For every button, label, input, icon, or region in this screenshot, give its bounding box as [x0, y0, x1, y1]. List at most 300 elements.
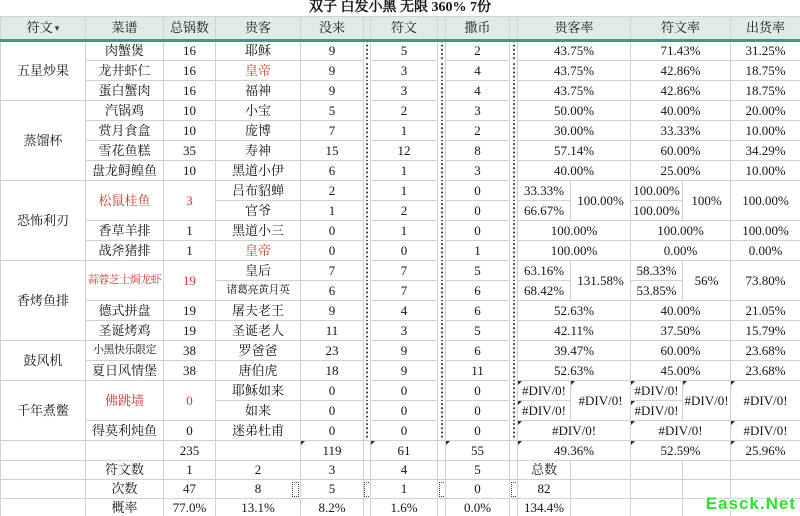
ship-rate[interactable]: 23.68%	[731, 361, 800, 381]
guest[interactable]: 寿神	[216, 141, 301, 161]
guest[interactable]: 小宝	[216, 101, 301, 121]
ants-strip	[510, 421, 518, 441]
guest-rate[interactable]: 50.00%	[518, 101, 631, 121]
table-row	[1, 141, 800, 161]
table-row	[1, 181, 800, 201]
pot-count[interactable]: 19	[164, 301, 216, 321]
rune-rate[interactable]: 100.00%	[631, 221, 731, 241]
ants-strip	[510, 161, 518, 181]
guest-rate[interactable]: 39.47%	[518, 341, 631, 361]
rune-group[interactable]: 蒸馏杯	[1, 101, 86, 181]
table-row	[1, 101, 800, 121]
guest-rate[interactable]: 42.11%	[518, 321, 631, 341]
guest-rate[interactable]: 63.16%	[518, 261, 571, 281]
ants-strip	[510, 181, 518, 201]
cell[interactable]	[438, 441, 446, 461]
dish[interactable]: 松鼠桂鱼	[86, 181, 164, 221]
guest-rate[interactable]: 33.33%	[518, 181, 571, 201]
ship-rate[interactable]: 10.00%	[731, 121, 800, 141]
pot-count[interactable]: 19	[164, 261, 216, 301]
ship-rate[interactable]: 100.00%	[731, 181, 800, 221]
count-value[interactable]: 0	[446, 480, 510, 499]
table-row	[1, 461, 800, 480]
rune-rate[interactable]: 42.86%	[631, 81, 731, 101]
coin-count[interactable]: 0	[446, 381, 510, 401]
rune-rate[interactable]: 58.33%	[631, 261, 683, 281]
column-header-strip2	[438, 17, 446, 41]
summary-label[interactable]: 次数	[86, 480, 164, 499]
ants-strip	[364, 161, 371, 181]
no-show-count[interactable]: 0	[301, 221, 364, 241]
ants-box	[438, 480, 446, 499]
guest-rate[interactable]: #DIV/0!	[518, 381, 571, 401]
rune-count[interactable]: 4	[371, 301, 438, 321]
filter-dropdown-icon[interactable]: ▾	[54, 23, 60, 34]
rune-group[interactable]: 鼓风机	[1, 341, 86, 381]
guest-rate[interactable]: 66.67%	[518, 201, 571, 221]
cell[interactable]	[364, 461, 371, 480]
guest[interactable]: 罗爸爸	[216, 341, 301, 361]
ants-strip	[438, 221, 446, 241]
guest[interactable]: 耶稣	[216, 41, 301, 61]
guest-rate[interactable]: 40.00%	[518, 161, 631, 181]
no-show-count[interactable]: 0	[301, 381, 364, 401]
guest-rate-total[interactable]: #DIV/0!	[571, 381, 631, 421]
rune-count[interactable]: 9	[371, 361, 438, 381]
coin-count[interactable]: 2	[446, 41, 510, 61]
pot-count[interactable]: 19	[164, 321, 216, 341]
no-show-count[interactable]: 1	[301, 201, 364, 221]
guest[interactable]: 皇帝	[216, 241, 301, 261]
ants-strip	[510, 81, 518, 101]
guest[interactable]: 福神	[216, 81, 301, 101]
rune-bucket[interactable]: 3	[301, 461, 364, 480]
rune-rate[interactable]: 53.85%	[631, 281, 683, 301]
guest[interactable]: 皇帝	[216, 61, 301, 81]
ants-strip	[510, 301, 518, 321]
coin-count[interactable]: 6	[446, 341, 510, 361]
no-show-count[interactable]: 9	[301, 301, 364, 321]
table-row	[1, 161, 800, 181]
ants-strip	[364, 241, 371, 261]
coin-count[interactable]: 0	[446, 421, 510, 441]
prob-value[interactable]: 0.0%	[446, 499, 510, 516]
ants-strip	[438, 241, 446, 261]
summary-label[interactable]: 概率	[86, 499, 164, 516]
pot-count[interactable]: 10	[164, 121, 216, 141]
ship-rate[interactable]: 21.05%	[731, 301, 800, 321]
column-header-rune-rate[interactable]: 符文率	[631, 17, 731, 41]
pot-count-total[interactable]: 235	[164, 441, 216, 461]
cell[interactable]	[438, 461, 446, 480]
no-show-count[interactable]: 9	[301, 81, 364, 101]
column-header-rune[interactable]	[1, 17, 86, 41]
guest-rate[interactable]: 43.75%	[518, 41, 631, 61]
pot-count[interactable]: 0	[164, 381, 216, 421]
coin-count[interactable]: 3	[446, 161, 510, 181]
rune-group[interactable]: 千年煮鳖	[1, 381, 86, 441]
ants-strip	[510, 141, 518, 161]
rune-rate[interactable]: 71.43%	[631, 41, 731, 61]
table-row	[1, 361, 800, 381]
column-header-guest-rate[interactable]: 贵客率	[518, 17, 631, 41]
pot-count[interactable]: 1	[164, 221, 216, 241]
ants-strip	[510, 121, 518, 141]
ship-rate[interactable]: 73.80%	[731, 261, 800, 301]
guest[interactable]: 吕布貂蝉	[216, 181, 301, 201]
ship-rate[interactable]: 10.00%	[731, 161, 800, 181]
ants-strip	[510, 41, 518, 61]
cell[interactable]	[571, 461, 631, 480]
cell[interactable]	[1, 461, 86, 480]
pot-count[interactable]: 16	[164, 41, 216, 61]
guest[interactable]: 黑道小三	[216, 221, 301, 241]
ship-rate-total[interactable]: 25.96%	[731, 441, 800, 461]
count-total[interactable]: 82	[518, 480, 571, 499]
pot-count[interactable]: 38	[164, 341, 216, 361]
rune-count[interactable]: 2	[371, 201, 438, 221]
guest[interactable]: 黑道小伊	[216, 161, 301, 181]
guest-rate[interactable]: 43.75%	[518, 81, 631, 101]
ship-rate[interactable]: 31.25%	[731, 41, 800, 61]
pot-count[interactable]: 35	[164, 141, 216, 161]
rune-rate-total[interactable]: 56%	[683, 261, 731, 301]
prob-value[interactable]: 1.6%	[371, 499, 438, 516]
guest[interactable]: 庞博	[216, 121, 301, 141]
ship-rate[interactable]: 34.29%	[731, 141, 800, 161]
coin-count[interactable]: 3	[446, 101, 510, 121]
dish[interactable]: 夏日风情堡	[86, 361, 164, 381]
ants-strip	[438, 161, 446, 181]
coin-count[interactable]: 6	[446, 301, 510, 321]
guest[interactable]: 唐伯虎	[216, 361, 301, 381]
rune-count[interactable]: 7	[371, 261, 438, 281]
ants-strip	[364, 401, 371, 421]
summary-label[interactable]: 符文数	[86, 461, 164, 480]
rune-count[interactable]: 0	[371, 241, 438, 261]
prob-value[interactable]: 13.1%	[216, 499, 301, 516]
prob-total[interactable]: 134.4%	[518, 499, 571, 516]
rune-count[interactable]: 2	[371, 101, 438, 121]
dish[interactable]: 汽锅鸡	[86, 101, 164, 121]
ants-strip	[510, 221, 518, 241]
coin-count[interactable]: 2	[446, 121, 510, 141]
guest[interactable]: 迷弟杜甫	[216, 421, 301, 441]
table-row	[1, 321, 800, 341]
count-value[interactable]: 8	[216, 480, 301, 499]
ants-strip	[364, 361, 371, 381]
no-show-count[interactable]: 9	[301, 61, 364, 81]
coin-count[interactable]: 11	[446, 361, 510, 381]
count-value[interactable]: 1	[371, 480, 438, 499]
rune-rate-total[interactable]: #DIV/0!	[683, 381, 731, 421]
cell[interactable]	[510, 441, 518, 461]
column-header-rune-count[interactable]: 符文	[371, 17, 438, 41]
pot-count[interactable]: 16	[164, 61, 216, 81]
ants-strip	[364, 421, 371, 441]
coin-count[interactable]: 8	[446, 141, 510, 161]
column-header-coin[interactable]: 撒币	[446, 17, 510, 41]
rune-group[interactable]: 恐怖利刃	[1, 181, 86, 261]
rune-count[interactable]: 12	[371, 141, 438, 161]
no-show-total[interactable]: 119	[301, 441, 364, 461]
rune-group[interactable]: 五星炒果	[1, 41, 86, 101]
rune-count[interactable]: 0	[371, 421, 438, 441]
rune-rate-total[interactable]: 52.59%	[631, 441, 731, 461]
cell[interactable]	[364, 441, 371, 461]
coin-count[interactable]: 0	[446, 201, 510, 221]
column-header-pots[interactable]: 总锅数	[164, 17, 216, 41]
pot-count[interactable]: 38	[164, 361, 216, 381]
guest[interactable]: 皇后	[216, 261, 301, 281]
cell[interactable]	[510, 461, 518, 480]
coin-count[interactable]: 5	[446, 321, 510, 341]
guest[interactable]: 官爷	[216, 201, 301, 221]
coin-count[interactable]: 0	[446, 401, 510, 421]
coin-count[interactable]: 0	[446, 221, 510, 241]
rune-rate[interactable]: #DIV/0!	[631, 381, 683, 401]
cell[interactable]	[364, 499, 371, 516]
ants-strip	[364, 221, 371, 241]
cell[interactable]	[438, 499, 446, 516]
ants-strip	[364, 341, 371, 361]
no-show-count[interactable]: 15	[301, 141, 364, 161]
cell[interactable]	[631, 461, 683, 480]
sheet-title: 双子 白发小黑 无限 360% 7份	[309, 0, 491, 15]
column-header-guest[interactable]: 贵客	[216, 17, 301, 41]
coin-count[interactable]: 5	[446, 261, 510, 281]
ants-strip	[364, 181, 371, 201]
column-header-rune-label: 符文	[26, 20, 53, 36]
guest[interactable]: 屠夫老王	[216, 301, 301, 321]
cell[interactable]	[510, 499, 518, 516]
ship-rate[interactable]: 100.00%	[731, 221, 800, 241]
ants-strip	[510, 321, 518, 341]
ship-rate[interactable]: #DIV/0!	[731, 421, 800, 441]
stats-table	[0, 16, 800, 516]
no-show-count[interactable]: 5	[301, 101, 364, 121]
guest[interactable]: 耶稣如来	[216, 381, 301, 401]
ants-strip	[438, 281, 446, 301]
coin-count[interactable]: 0	[446, 181, 510, 201]
rune-rate[interactable]: 40.00%	[631, 101, 731, 121]
rune-count[interactable]: 5	[371, 41, 438, 61]
guest-rate-total[interactable]: 131.58%	[571, 261, 631, 301]
ants-strip	[438, 81, 446, 101]
count-value[interactable]: 47	[164, 480, 216, 499]
table-row	[1, 499, 800, 516]
guest[interactable]: 诸葛亮黄月英	[216, 281, 301, 301]
ship-rate[interactable]: #DIV/0!	[731, 381, 800, 421]
rune-bucket[interactable]: 5	[446, 461, 510, 480]
rune-rate[interactable]: 42.86%	[631, 61, 731, 81]
pot-count[interactable]: 3	[164, 181, 216, 221]
dish[interactable]: 肉蟹煲	[86, 41, 164, 61]
rune-rate[interactable]: #DIV/0!	[631, 421, 731, 441]
dish[interactable]: 盘龙鲟鳇鱼	[86, 161, 164, 181]
ants-strip	[438, 141, 446, 161]
guest-rate[interactable]: 100.00%	[518, 221, 631, 241]
cell[interactable]	[86, 441, 164, 461]
cell[interactable]	[571, 480, 631, 499]
dish[interactable]: 龙井虾仁	[86, 61, 164, 81]
ants-strip	[364, 321, 371, 341]
pot-count[interactable]: 10	[164, 101, 216, 121]
rune-bucket[interactable]: 4	[371, 461, 438, 480]
rune-count[interactable]: 9	[371, 341, 438, 361]
rune-count[interactable]: 0	[371, 381, 438, 401]
guest-rate[interactable]: #DIV/0!	[518, 401, 571, 421]
rune-count[interactable]: 3	[371, 61, 438, 81]
guest-rate[interactable]: 68.42%	[518, 281, 571, 301]
guest-rate-total[interactable]: 49.36%	[518, 441, 631, 461]
column-header-dish[interactable]: 菜谱	[86, 17, 164, 41]
coin-count[interactable]: 4	[446, 81, 510, 101]
rune-bucket[interactable]: 1	[164, 461, 216, 480]
dish[interactable]: 圣诞烤鸡	[86, 321, 164, 341]
no-show-count[interactable]: 0	[301, 401, 364, 421]
prob-value[interactable]: 77.0%	[164, 499, 216, 516]
coin-count[interactable]: 4	[446, 61, 510, 81]
no-show-count[interactable]: 9	[301, 41, 364, 61]
dish[interactable]: 佛跳墙	[86, 381, 164, 421]
no-show-count[interactable]: 0	[301, 241, 364, 261]
table-row	[1, 41, 800, 61]
guest-rate[interactable]: 100.00%	[518, 241, 631, 261]
ants-strip	[364, 41, 371, 61]
cell[interactable]	[1, 441, 86, 461]
header-row	[1, 17, 800, 41]
coin-count[interactable]: 6	[446, 281, 510, 301]
ants-strip	[364, 61, 371, 81]
rune-count[interactable]: 1	[371, 161, 438, 181]
pot-count[interactable]: 1	[164, 241, 216, 261]
cell[interactable]	[631, 480, 683, 499]
column-header-ship-rate[interactable]: 出货率	[731, 17, 800, 41]
ants-strip	[438, 101, 446, 121]
rune-count[interactable]: 1	[371, 181, 438, 201]
rune-group[interactable]: 香烤鱼排	[1, 261, 86, 341]
rune-count[interactable]: 3	[371, 81, 438, 101]
guest-rate[interactable]: 43.75%	[518, 61, 631, 81]
no-show-count[interactable]: 6	[301, 161, 364, 181]
rune-rate[interactable]: 0.00%	[631, 241, 731, 261]
no-show-count[interactable]: 7	[301, 261, 364, 281]
no-show-count[interactable]: 2	[301, 181, 364, 201]
column-header-noshow[interactable]: 没来	[301, 17, 364, 41]
dish[interactable]: 赏月食盒	[86, 121, 164, 141]
rune-count[interactable]: 3	[371, 321, 438, 341]
no-show-count[interactable]: 11	[301, 321, 364, 341]
guest-rate-total[interactable]: 100.00%	[571, 181, 631, 221]
dish[interactable]: 德式拼盘	[86, 301, 164, 321]
rune-rate[interactable]: 60.00%	[631, 141, 731, 161]
ants-strip	[364, 121, 371, 141]
rune-count[interactable]: 7	[371, 281, 438, 301]
dish[interactable]: 蛋白蟹肉	[86, 81, 164, 101]
ants-strip	[510, 341, 518, 361]
cell[interactable]	[1, 480, 86, 499]
ship-rate[interactable]: 0.00%	[731, 241, 800, 261]
rune-count[interactable]: 1	[371, 221, 438, 241]
no-show-count[interactable]: 0	[301, 421, 364, 441]
guest[interactable]: 如来	[216, 401, 301, 421]
rune-count[interactable]: 1	[371, 121, 438, 141]
ants-strip	[438, 121, 446, 141]
dish[interactable]: 小黑快乐限定	[86, 341, 164, 361]
dish[interactable]: 香草羊排	[86, 221, 164, 241]
rune-rate[interactable]: #DIV/0!	[631, 401, 683, 421]
no-show-count[interactable]: 7	[301, 121, 364, 141]
guest-rate[interactable]: 57.14%	[518, 141, 631, 161]
pot-count[interactable]: 16	[164, 81, 216, 101]
prob-value[interactable]: 8.2%	[301, 499, 364, 516]
rune-bucket[interactable]: 2	[216, 461, 301, 480]
cell[interactable]	[731, 461, 800, 480]
dish[interactable]: 雪花鱼糕	[86, 141, 164, 161]
column-header-strip1	[364, 17, 371, 41]
rune-rate[interactable]: 100.00%	[631, 181, 683, 201]
guest-rate[interactable]: 52.63%	[518, 301, 631, 321]
ants-strip	[364, 281, 371, 301]
pot-count[interactable]: 0	[164, 421, 216, 441]
ants-strip	[438, 261, 446, 281]
coin-count[interactable]: 1	[446, 241, 510, 261]
rune-count[interactable]: 0	[371, 401, 438, 421]
guest-rate[interactable]: 30.00%	[518, 121, 631, 141]
cell[interactable]	[571, 499, 631, 516]
ants-strip	[510, 61, 518, 81]
rune-rate[interactable]: 25.00%	[631, 161, 731, 181]
rune-rate[interactable]: 100.00%	[631, 201, 683, 221]
ship-rate[interactable]: 18.75%	[731, 81, 800, 101]
rune-rate[interactable]: 40.00%	[631, 301, 731, 321]
pot-count[interactable]: 10	[164, 161, 216, 181]
ants-strip	[364, 381, 371, 401]
cell[interactable]	[631, 499, 683, 516]
total-label[interactable]: 总数	[518, 461, 571, 480]
ship-rate[interactable]: 15.79%	[731, 321, 800, 341]
rune-rate[interactable]: 45.00%	[631, 361, 731, 381]
no-show-count[interactable]: 6	[301, 281, 364, 301]
guest-rate[interactable]: #DIV/0!	[518, 421, 631, 441]
dish[interactable]: 蒜蓉芝士焗龙虾	[86, 261, 164, 301]
rune-count-total[interactable]: 61	[371, 441, 438, 461]
ants-strip	[510, 361, 518, 381]
table-row	[1, 421, 800, 441]
ants-strip	[510, 381, 518, 401]
cell[interactable]	[216, 441, 301, 461]
ship-rate[interactable]: 18.75%	[731, 61, 800, 81]
ship-rate[interactable]: 23.68%	[731, 341, 800, 361]
guest[interactable]: 圣诞老人	[216, 321, 301, 341]
coin-count-total[interactable]: 55	[446, 441, 510, 461]
dish[interactable]: 得莫利炖鱼	[86, 421, 164, 441]
count-value[interactable]: 5	[301, 480, 364, 499]
rune-rate[interactable]: 60.00%	[631, 341, 731, 361]
rune-rate-total[interactable]: 100%	[683, 181, 731, 221]
dish[interactable]: 战斧猪排	[86, 241, 164, 261]
no-show-count[interactable]: 18	[301, 361, 364, 381]
ants-strip	[364, 81, 371, 101]
rune-rate[interactable]: 33.33%	[631, 121, 731, 141]
guest-rate[interactable]: 52.63%	[518, 361, 631, 381]
cell[interactable]	[683, 461, 731, 480]
no-show-count[interactable]: 23	[301, 341, 364, 361]
rune-rate[interactable]: 37.50%	[631, 321, 731, 341]
ship-rate[interactable]: 20.00%	[731, 101, 800, 121]
cell[interactable]	[1, 499, 86, 516]
